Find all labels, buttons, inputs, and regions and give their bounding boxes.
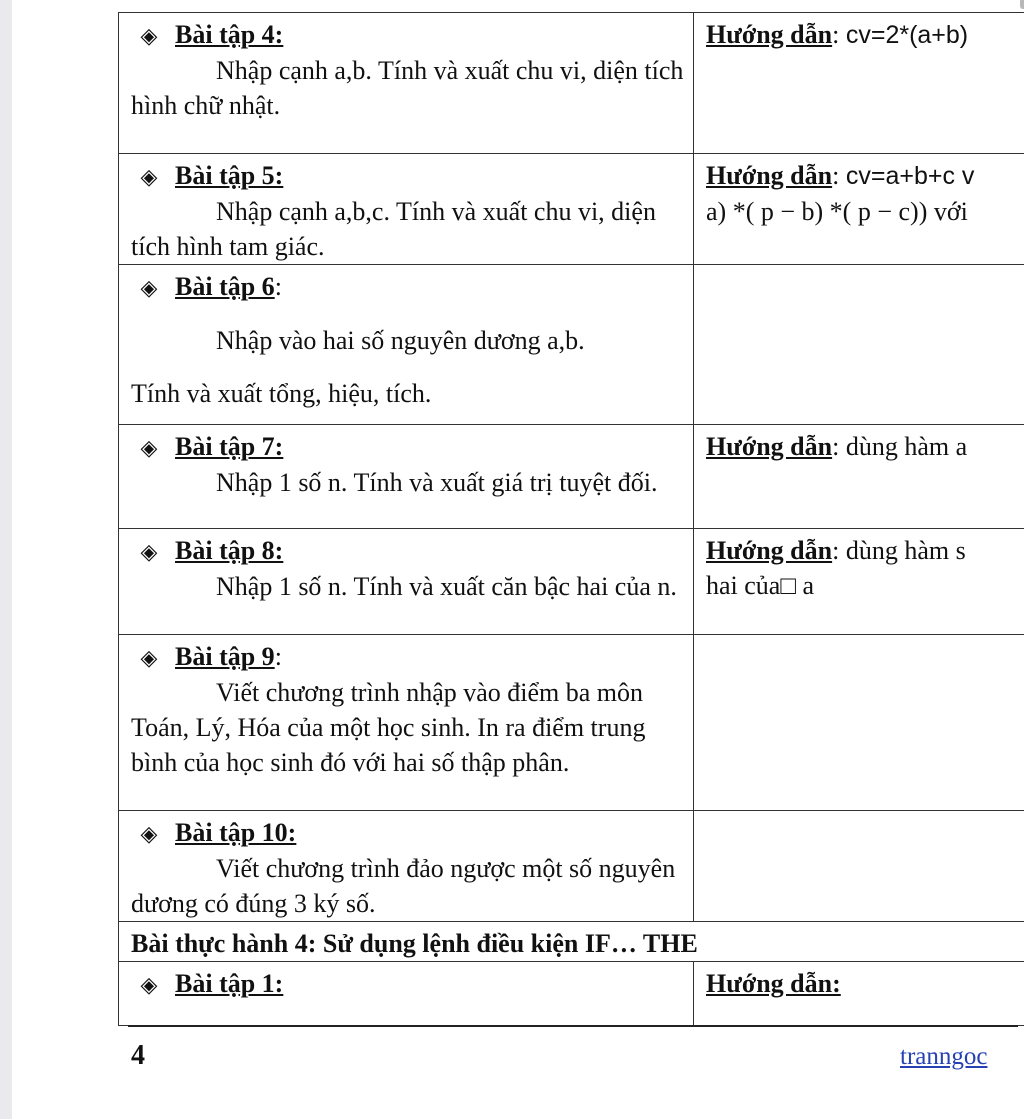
exercise-title-colon: : [274,642,282,671]
exercise-title: Bài tập 4: [175,20,284,49]
table-row-exercise-10 [119,811,1024,922]
table-row-exercise-7 [119,425,1024,529]
exercise-description: Nhập 1 số n. Tính và xuất giá trị tuyệt đối. [216,468,658,497]
hint-colon: : [832,20,846,49]
hint-text: dùng hàm s [845,536,966,565]
table-row-exercise-4 [119,13,1024,154]
exercise-description-line-2: Tính và xuất tổng, hiệu, tích. [131,379,432,408]
hint-label: Hướng dẫn [706,20,833,49]
exercise-title: Bài tập 10: [175,818,297,847]
exercise-title: Bài tập 5: [175,161,284,190]
page-number: 4 [131,1040,145,1071]
hint-cell [694,962,1024,1026]
hint-cell [694,265,1024,425]
exercise-title: Bài tập 7: [175,432,284,461]
hint-formula: cv=2*(a+b) [845,21,969,49]
hint-colon: : [832,536,846,565]
table-row-exercise-9 [119,635,1024,811]
hint-label: Hướng dẫn [706,536,833,565]
diamond-bullet-icon: ◈ [140,539,158,564]
scrollbar-thumb[interactable] [1020,0,1024,9]
exercise-title: Bài tập 1: [175,969,284,998]
exercise-cell [119,425,694,529]
footer-divider [128,1025,1018,1027]
exercise-description: Nhập cạnh a,b. Tính và xuất chu vi, diện tích hình chữ nhật. [131,56,684,120]
exercise-description: Viết chương trình đảo ngược một số nguyên dương có đúng 3 ký số. [131,854,676,918]
exercise-description: Nhập 1 số n. Tính và xuất căn bậc hai của n. [216,572,677,601]
table-row-section-heading [119,922,1024,962]
hint-cell [694,425,1024,529]
exercise-title: Bài tập 9 [175,642,275,671]
table-row-exercise-8 [119,529,1024,635]
exercise-cell [119,154,694,265]
footer-author-link[interactable]: tranngoc [900,1043,988,1070]
hint-text-continued: hai của□ a [706,571,815,600]
exercise-description: Viết chương trình nhập vào điểm ba môn Toán, Lý, Hóa của một học sinh. In ra điểm trung bình của học sinh đó với hai số thập phân. [131,678,646,777]
hint-colon: : [832,161,846,190]
hint-cell [694,529,1024,635]
diamond-bullet-icon: ◈ [140,645,158,670]
exercise-cell [119,962,694,1026]
hint-colon: : [832,432,846,461]
table-row-exercise-6 [119,265,1024,425]
hint-formula-continued: a) *( p − b) *( p − c)) với [706,197,968,226]
hint-label: Hướng dẫn: [706,969,841,998]
exercise-cell [119,529,694,635]
section-heading: Bài thực hành 4: Sử dụng lệnh điều kiện IF… THE [119,922,1024,962]
diamond-bullet-icon: ◈ [140,972,158,997]
exercise-description: Nhập vào hai số nguyên dương a,b. [216,326,585,355]
hint-label: Hướng dẫn [706,161,833,190]
exercise-cell [119,265,694,425]
hint-cell [694,154,1024,265]
exercise-table [118,12,1024,1026]
exercise-title: Bài tập 8: [175,536,284,565]
exercise-cell [119,635,694,811]
hint-cell [694,13,1024,154]
hint-cell [694,811,1024,922]
hint-formula: cv=a+b+c v [845,162,975,190]
diamond-bullet-icon: ◈ [140,435,158,460]
table-row-exercise-5 [119,154,1024,265]
diamond-bullet-icon: ◈ [140,23,158,48]
exercise-title: Bài tập 6 [175,272,275,301]
diamond-bullet-icon: ◈ [140,821,158,846]
hint-cell [694,635,1024,811]
table-row-exercise-1 [119,962,1024,1026]
exercise-description: Nhập cạnh a,b,c. Tính và xuất chu vi, diện tích hình tam giác. [131,197,656,261]
exercise-title-colon: : [274,272,282,301]
diamond-bullet-icon: ◈ [140,275,158,300]
exercise-cell [119,811,694,922]
diamond-bullet-icon: ◈ [140,164,158,189]
exercise-cell [119,13,694,154]
hint-label: Hướng dẫn [706,432,833,461]
viewer-left-gutter [0,0,12,1119]
hint-text: dùng hàm a [845,432,968,461]
